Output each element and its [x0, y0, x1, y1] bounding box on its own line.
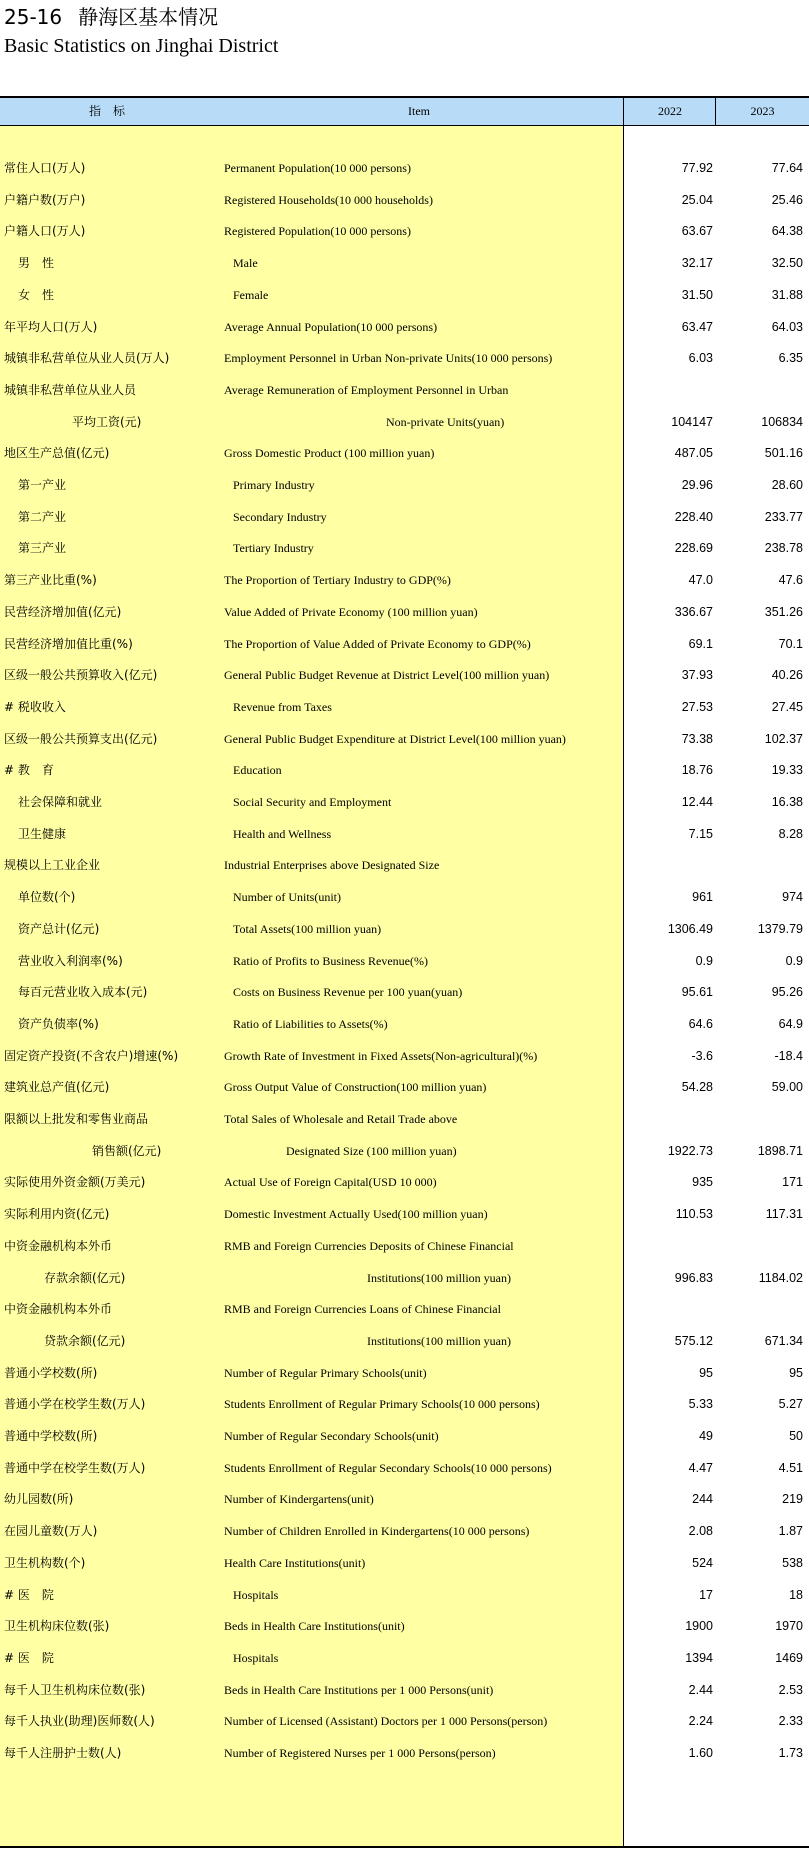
- value-2023: 171: [782, 1175, 803, 1190]
- indicator-en: Number of Kindergartens(unit): [224, 1492, 374, 1507]
- value-2023: 31.88: [771, 287, 803, 302]
- value-2022: 12.44: [681, 795, 713, 809]
- indicator-en: Male: [233, 256, 258, 271]
- value-2022: 47.0: [688, 573, 713, 588]
- value-2023: 32.50: [771, 256, 803, 271]
- value-2023: 1.87: [778, 1524, 803, 1539]
- value-2023: 102.37: [764, 731, 803, 746]
- value-2023: 671.34: [764, 1333, 803, 1348]
- value-2022: 27.53: [681, 699, 713, 714]
- indicator-en: Beds in Health Care Institutions per 1 000 Persons(unit): [224, 1682, 494, 1697]
- table-row: [0, 374, 809, 406]
- value-2022: 7.15: [688, 826, 713, 841]
- table-row: [0, 596, 809, 628]
- value-2022: 31.50: [681, 287, 713, 302]
- table-row: [0, 532, 809, 564]
- table-row: [0, 976, 809, 1008]
- indicator-cn: # 医 院: [4, 1587, 54, 1602]
- value-2022: 49: [699, 1429, 713, 1443]
- value-2022: 1922.73: [667, 1143, 713, 1158]
- table-bottom-rule: [0, 1846, 809, 1848]
- value-2023: 64.03: [771, 319, 803, 334]
- indicator-cn: 卫生机构床位数(张): [4, 1619, 110, 1634]
- table-row: [0, 1483, 809, 1515]
- table-row: [0, 437, 809, 469]
- value-2023: 40.26: [771, 668, 803, 683]
- column-divider-years: [715, 98, 716, 126]
- indicator-cn: 单位数(个): [18, 890, 76, 905]
- indicator-en: Health Care Institutions(unit): [224, 1555, 366, 1570]
- indicator-cn: 每千人注册护士数(人): [4, 1746, 122, 1760]
- table-row: [0, 1293, 809, 1325]
- indicator-cn: # 税收收入: [4, 699, 66, 714]
- value-2023: 1184.02: [758, 1270, 803, 1285]
- indicator-en: Ratio of Profits to Business Revenue(%): [233, 953, 428, 968]
- indicator-en: Registered Households(10 000 households): [224, 192, 433, 207]
- value-2022: 37.93: [681, 668, 713, 683]
- value-2023: 70.1: [778, 636, 803, 651]
- indicator-en: Domestic Investment Actually Used(100 million yuan): [224, 1207, 488, 1222]
- table-row: [0, 1610, 809, 1642]
- indicator-cn: 普通小学在校学生数(万人): [4, 1397, 146, 1412]
- value-2023: -18.4: [774, 1048, 803, 1063]
- value-2023: 2.33: [778, 1714, 803, 1729]
- indicator-cn: 中资金融机构本外币: [4, 1238, 113, 1253]
- value-2023: 238.78: [764, 541, 803, 556]
- indicator-en: Average Annual Population(10 000 persons): [224, 319, 438, 334]
- indicator-cn: 卫生机构数(个): [4, 1555, 86, 1570]
- table-row: [0, 691, 809, 723]
- value-2023: 0.9: [785, 953, 803, 968]
- indicator-en: The Proportion of Tertiary Industry to GDP(%): [224, 573, 451, 588]
- indicator-cn: 实际使用外资金额(万美元): [4, 1175, 146, 1190]
- value-2023: 25.46: [771, 192, 803, 207]
- indicator-en: Number of Children Enrolled in Kindergartens(10 000 persons): [224, 1524, 530, 1539]
- table-row: [0, 1166, 809, 1198]
- indicator-cn: 贷款余额(亿元): [44, 1333, 126, 1348]
- indicator-en: Number of Regular Primary Schools(unit): [224, 1365, 427, 1380]
- table-row: [0, 1103, 809, 1135]
- value-2022: 228.40: [674, 509, 713, 524]
- table-row: [0, 628, 809, 660]
- value-2022: 32.17: [681, 256, 713, 271]
- table-row: [0, 754, 809, 786]
- value-2023: 16.38: [771, 795, 803, 809]
- value-2022: 575.12: [674, 1333, 713, 1348]
- header-year-2022: 2022: [658, 104, 682, 118]
- value-2022: 996.83: [674, 1270, 713, 1285]
- indicator-en: Number of Licensed (Assistant) Doctors per 1 000 Persons(person): [224, 1714, 548, 1729]
- value-2022: 0.9: [695, 953, 713, 968]
- value-2022: 5.33: [688, 1397, 713, 1412]
- value-2022: 1306.49: [667, 921, 713, 936]
- value-2022: 487.05: [674, 446, 713, 461]
- value-2022: 63.47: [681, 319, 713, 334]
- table-row: [0, 818, 809, 850]
- header-item: Item: [408, 104, 430, 118]
- table-row: [0, 1642, 809, 1674]
- indicator-cn: 幼儿园数(所): [4, 1492, 74, 1507]
- indicator-en: Average Remuneration of Employment Personnel in Urban: [224, 382, 509, 397]
- indicator-en: Registered Population(10 000 persons): [224, 224, 411, 239]
- table-row: [0, 311, 809, 343]
- indicator-en: Secondary Industry: [233, 509, 327, 524]
- value-2022: 64.6: [688, 1016, 713, 1031]
- table-row: [0, 469, 809, 501]
- indicator-en: Gross Domestic Product (100 million yuan): [224, 446, 435, 461]
- value-2022: 25.04: [681, 192, 713, 207]
- indicator-en: Institutions(100 million yuan): [367, 1270, 511, 1285]
- table-row: [0, 1515, 809, 1547]
- indicator-en: RMB and Foreign Currencies Loans of Chinese Financial: [224, 1302, 501, 1317]
- indicator-en: Education: [233, 763, 282, 778]
- value-2022: 6.03: [688, 351, 713, 366]
- value-2023: 95: [789, 1365, 803, 1380]
- indicator-en: Social Security and Employment: [233, 795, 392, 809]
- indicator-en: Health and Wellness: [233, 826, 332, 841]
- value-2022: 95: [699, 1365, 713, 1380]
- value-2022: 2.08: [688, 1524, 713, 1539]
- value-2022: 935: [692, 1175, 713, 1190]
- indicator-cn: 第三产业比重(%): [4, 573, 97, 588]
- indicator-cn: # 教 育: [4, 763, 54, 778]
- indicator-en: Value Added of Private Economy (100 million yuan): [224, 604, 478, 619]
- value-2023: 1469: [775, 1650, 803, 1665]
- value-2023: 538: [782, 1555, 803, 1570]
- indicator-en: Hospitals: [233, 1650, 279, 1665]
- value-2023: 501.16: [764, 446, 803, 461]
- value-2022: 104147: [671, 414, 713, 429]
- table-row: [0, 1008, 809, 1040]
- table-row: [0, 184, 809, 216]
- value-2022: 2.44: [688, 1682, 713, 1697]
- page-title-cn: [4, 4, 278, 30]
- value-2022: 1.60: [688, 1746, 713, 1760]
- indicator-cn: 普通小学校数(所): [4, 1365, 98, 1380]
- value-2023: 18: [789, 1587, 803, 1602]
- value-2023: 106834: [761, 414, 803, 429]
- indicator-cn: 每千人执业(助理)医师数(人): [4, 1714, 155, 1729]
- value-2023: 8.28: [778, 826, 803, 841]
- table-row: [0, 406, 809, 438]
- table-row: [0, 786, 809, 818]
- table-row: [0, 1547, 809, 1579]
- indicator-cn: 平均工资(元): [72, 414, 142, 429]
- value-2023: 64.38: [771, 224, 803, 239]
- value-2023: 2.53: [778, 1682, 803, 1697]
- value-2023: 219: [782, 1492, 803, 1507]
- indicator-cn: 女 性: [18, 287, 55, 302]
- value-2022: 1394: [685, 1650, 713, 1665]
- table-row: [0, 913, 809, 945]
- table-row: [0, 659, 809, 691]
- value-2023: 6.35: [778, 351, 803, 366]
- table-row: [0, 342, 809, 374]
- indicator-cn: 资产总计(亿元): [18, 921, 100, 936]
- indicator-cn: 卫生健康: [18, 826, 67, 841]
- value-2022: 1900: [685, 1619, 713, 1634]
- value-2023: 47.6: [778, 573, 803, 588]
- table-row: [0, 1705, 809, 1737]
- indicator-cn: 城镇非私营单位从业人员(万人): [4, 351, 170, 366]
- indicator-cn: 营业收入利润率(%): [18, 953, 123, 968]
- table-row: [0, 1135, 809, 1167]
- indicator-en: RMB and Foreign Currencies Deposits of Chinese Financial: [224, 1238, 514, 1253]
- indicator-cn: 第一产业: [18, 478, 67, 492]
- statistics-table: [0, 96, 809, 1848]
- indicator-cn: 区级一般公共预算收入(亿元): [4, 668, 158, 683]
- indicator-cn: 实际利用内资(亿元): [4, 1207, 110, 1222]
- indicator-cn: 男 性: [18, 256, 55, 271]
- value-2022: 29.96: [681, 478, 713, 492]
- indicator-en: General Public Budget Revenue at District Level(100 million yuan): [224, 668, 550, 683]
- indicator-cn: 销售额(亿元): [92, 1143, 162, 1158]
- value-2022: 18.76: [681, 763, 713, 778]
- table-row: [0, 1674, 809, 1706]
- table-number: 25-16: [4, 5, 63, 29]
- header-year-2023: 2023: [750, 104, 775, 118]
- indicator-en: Total Assets(100 million yuan): [233, 921, 382, 936]
- table-row: [0, 1040, 809, 1072]
- indicator-en: Employment Personnel in Urban Non-private Units(10 000 persons): [224, 351, 553, 366]
- table-header: [0, 98, 809, 126]
- indicator-cn: 第二产业: [18, 509, 67, 524]
- value-2022: 63.67: [681, 224, 713, 239]
- indicator-cn: 每百元营业收入成本(元): [18, 985, 148, 1000]
- page-title-en: Basic Statistics on Jinghai District: [4, 35, 279, 57]
- value-2023: 1970: [775, 1619, 803, 1634]
- indicator-cn: 中资金融机构本外币: [4, 1302, 113, 1317]
- table-row: [0, 1071, 809, 1103]
- indicator-en: Designated Size (100 million yuan): [286, 1143, 457, 1158]
- table-row: [0, 945, 809, 977]
- indicator-en: Institutions(100 million yuan): [367, 1333, 511, 1348]
- indicator-cn: 城镇非私营单位从业人员: [4, 382, 137, 397]
- value-2023: 351.26: [764, 604, 803, 619]
- indicator-cn: 建筑业总产值(亿元): [4, 1080, 110, 1095]
- indicator-cn: 限额以上批发和零售业商品: [4, 1112, 149, 1126]
- table-row: [0, 279, 809, 311]
- indicator-en: Female: [233, 287, 269, 302]
- indicator-en: Beds in Health Care Institutions(unit): [224, 1619, 405, 1634]
- table-row: [0, 1357, 809, 1389]
- table-row: [0, 1262, 809, 1294]
- value-2023: 974: [782, 890, 803, 905]
- table-row: [0, 1737, 809, 1769]
- table-row: [0, 723, 809, 755]
- value-2022: 228.69: [674, 541, 713, 556]
- table-row: [0, 215, 809, 247]
- value-2023: 95.26: [771, 985, 803, 1000]
- table-row: [0, 152, 809, 184]
- table-row: [0, 501, 809, 533]
- value-2022: 73.38: [681, 731, 713, 746]
- indicator-en: Ratio of Liabilities to Assets(%): [233, 1016, 388, 1031]
- value-2023: 50: [789, 1429, 803, 1443]
- indicator-cn: 地区生产总值(亿元): [4, 446, 110, 461]
- indicator-cn: 民营经济增加值(亿元): [4, 604, 122, 619]
- value-2022: 17: [699, 1587, 713, 1602]
- indicator-en: Primary Industry: [233, 478, 315, 492]
- value-2023: 117.31: [765, 1207, 803, 1222]
- value-2023: 59.00: [771, 1080, 803, 1095]
- indicator-en: Actual Use of Foreign Capital(USD 10 000): [224, 1175, 437, 1190]
- value-2022: 95.61: [681, 985, 713, 1000]
- table-row: [0, 1452, 809, 1484]
- indicator-en: Students Enrollment of Regular Primary Schools(10 000 persons): [224, 1397, 540, 1412]
- table-row: [0, 1325, 809, 1357]
- table-row: [0, 849, 809, 881]
- indicator-cn: 户籍户数(万户): [4, 192, 86, 207]
- value-2023: 19.33: [771, 763, 803, 778]
- indicator-cn: 在园儿童数(万人): [4, 1524, 98, 1539]
- indicator-cn: 民营经济增加值比重(%): [4, 636, 133, 651]
- table-row: [0, 1230, 809, 1262]
- indicator-en: Number of Regular Secondary Schools(unit): [224, 1429, 439, 1443]
- value-2022: 69.1: [688, 636, 713, 651]
- indicator-cn: 规模以上工业企业: [4, 858, 101, 873]
- value-2022: 961: [692, 890, 713, 905]
- value-2022: 524: [692, 1555, 713, 1570]
- indicator-en: Tertiary Industry: [233, 541, 314, 556]
- title-chinese: 静海区基本情况: [78, 5, 219, 29]
- value-2023: 64.9: [778, 1016, 803, 1031]
- indicator-en: The Proportion of Value Added of Private Economy to GDP(%): [224, 636, 531, 651]
- indicator-en: Non-private Units(yuan): [386, 414, 505, 429]
- value-2023: 1379.79: [757, 921, 803, 936]
- value-2023: 1.73: [778, 1746, 803, 1760]
- indicator-cn: 存款余额(亿元): [44, 1270, 126, 1285]
- header-indicator: 指 标: [88, 104, 125, 118]
- table-row: [0, 1420, 809, 1452]
- table-row: [0, 881, 809, 913]
- indicator-cn: 每千人卫生机构床位数(张): [4, 1682, 146, 1697]
- indicator-cn: 常住人口(万人): [4, 161, 86, 175]
- value-2023: 28.60: [771, 478, 803, 492]
- indicator-cn: 第三产业: [18, 541, 67, 556]
- value-2022: 110.53: [675, 1207, 713, 1222]
- value-2023: 233.77: [764, 509, 803, 524]
- indicator-en: Students Enrollment of Regular Secondary Schools(10 000 persons): [224, 1460, 552, 1475]
- value-2022: 77.92: [681, 161, 713, 175]
- table-row: [0, 1579, 809, 1611]
- indicator-en: Growth Rate of Investment in Fixed Assets(Non-agricultural)(%): [224, 1048, 538, 1063]
- indicator-cn: 普通中学校数(所): [4, 1429, 98, 1443]
- table-row: [0, 564, 809, 596]
- indicator-cn: 户籍人口(万人): [4, 224, 86, 239]
- table-row: [0, 247, 809, 279]
- indicator-en: Permanent Population(10 000 persons): [224, 161, 411, 175]
- value-2022: -3.6: [691, 1048, 713, 1063]
- indicator-cn: 普通中学在校学生数(万人): [4, 1460, 146, 1475]
- title-block: [4, 4, 278, 60]
- value-2023: 77.64: [771, 161, 803, 175]
- value-2023: 4.51: [778, 1460, 803, 1475]
- indicator-en: Hospitals: [233, 1587, 279, 1602]
- indicator-cn: 资产负债率(%): [18, 1016, 99, 1031]
- indicator-cn: 固定资产投资(不含农户)增速(%): [4, 1048, 179, 1063]
- indicator-en: Industrial Enterprises above Designated Size: [224, 858, 440, 873]
- indicator-en: Number of Units(unit): [233, 890, 341, 905]
- indicator-en: Number of Registered Nurses per 1 000 Persons(person): [224, 1746, 496, 1760]
- table-row: [0, 1198, 809, 1230]
- indicator-en: Costs on Business Revenue per 100 yuan(yuan): [233, 985, 463, 1000]
- indicator-en: Gross Output Value of Construction(100 million yuan): [224, 1080, 487, 1095]
- indicator-en: Total Sales of Wholesale and Retail Trade above: [224, 1112, 458, 1126]
- value-2022: 2.24: [688, 1714, 713, 1729]
- indicator-en: Revenue from Taxes: [233, 699, 332, 714]
- indicator-en: General Public Budget Expenditure at District Level(100 million yuan): [224, 731, 566, 746]
- value-2022: 4.47: [688, 1460, 713, 1475]
- value-2022: 54.28: [681, 1080, 713, 1095]
- value-2023: 1898.71: [757, 1143, 803, 1158]
- value-2023: 27.45: [771, 699, 803, 714]
- indicator-cn: # 医 院: [4, 1650, 54, 1665]
- indicator-cn: 区级一般公共预算支出(亿元): [4, 731, 158, 746]
- value-2023: 5.27: [778, 1397, 803, 1412]
- table-row: [0, 1388, 809, 1420]
- indicator-cn: 社会保障和就业: [18, 795, 103, 809]
- indicator-cn: 年平均人口(万人): [4, 319, 98, 334]
- value-2022: 244: [692, 1492, 713, 1507]
- value-2022: 336.67: [674, 604, 713, 619]
